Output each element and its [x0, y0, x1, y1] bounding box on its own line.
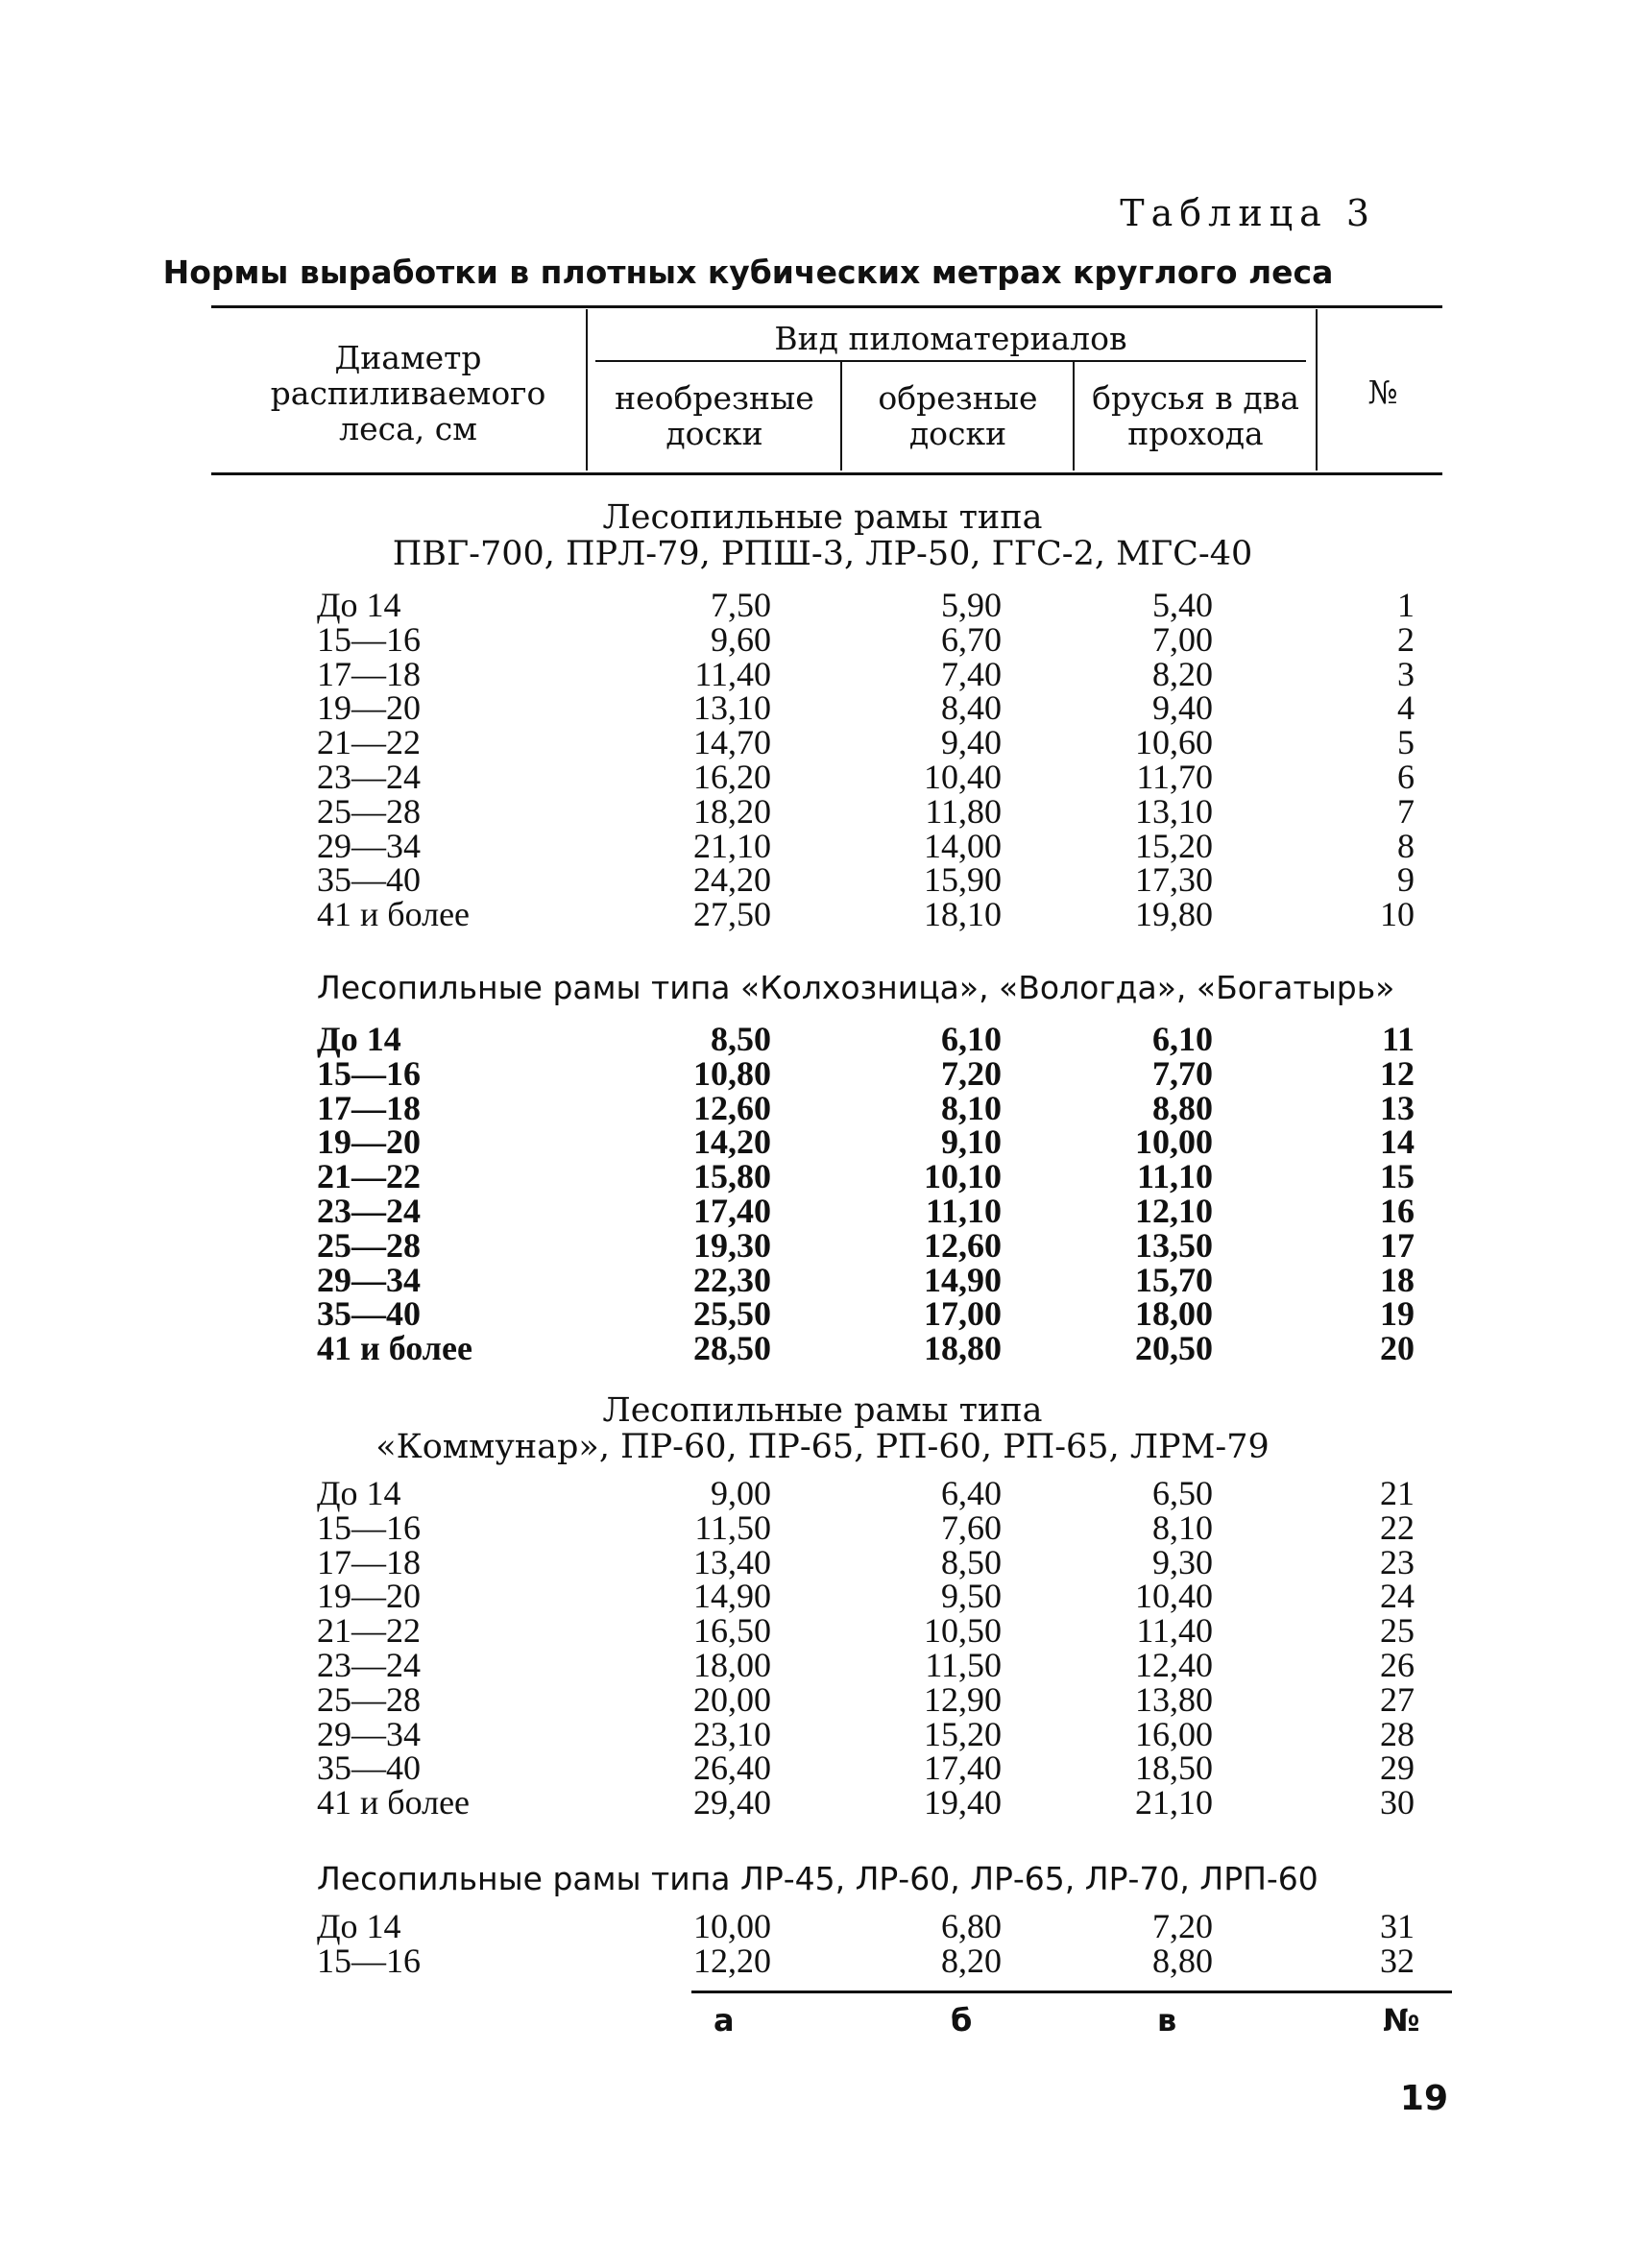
cell-value-a: 23,10	[693, 1714, 771, 1753]
cell-row-number: 29	[1380, 1749, 1415, 1788]
header-col-number: №	[1367, 374, 1398, 411]
cell-value-c: 7,70	[1152, 1053, 1213, 1093]
cell-value-a: 17,40	[693, 1192, 771, 1230]
section-3-title-line1: Лесопильные рамы типа	[602, 1391, 1043, 1430]
cell-value-c: 13,10	[1135, 791, 1213, 831]
cell-row-number: 26	[1380, 1646, 1415, 1684]
cell-diameter: 21—22	[317, 723, 421, 762]
footer-rule	[691, 1991, 1452, 1993]
cell-diameter: 23—24	[317, 1646, 421, 1684]
cell-diameter: 17—18	[317, 654, 421, 693]
section-1-title-line2: ПВГ-700, ПРЛ-79, РПШ-3, ЛР-50, ГГС-2, МГС-40	[392, 535, 1253, 573]
cell-diameter: 25—28	[317, 791, 421, 831]
cell-value-a: 14,90	[693, 1577, 771, 1616]
cell-diameter: 19—20	[317, 1122, 421, 1162]
cell-value-b: 9,50	[941, 1577, 1002, 1616]
cell-value-b: 10,50	[924, 1611, 1002, 1651]
cell-value-c: 12,10	[1135, 1192, 1213, 1230]
header-group-rule	[595, 360, 1306, 362]
table-row	[0, 1510, 1645, 1545]
cell-value-b: 19,40	[924, 1783, 1002, 1822]
cell-value-a: 16,50	[693, 1611, 771, 1651]
cell-value-b: 8,10	[941, 1088, 1002, 1127]
header-group: Вид пиломатериалов	[774, 320, 1127, 357]
cell-value-a: 13,10	[693, 688, 771, 728]
header-divider-2	[840, 362, 842, 470]
cell-value-a: 12,60	[693, 1088, 771, 1127]
cell-row-number: 31	[1380, 1907, 1415, 1945]
cell-value-c: 9,40	[1152, 688, 1213, 728]
cell-row-number: 17	[1380, 1225, 1415, 1265]
cell-value-c: 21,10	[1135, 1783, 1213, 1822]
table-row	[0, 1159, 1645, 1194]
table-row	[0, 654, 1645, 693]
cell-value-c: 18,00	[1135, 1294, 1213, 1334]
section-1-title-line1: Лесопильные рамы типа	[602, 498, 1043, 537]
header-diameter-line2: распиливаемого	[270, 374, 546, 412]
header-divider-3	[1073, 362, 1075, 470]
cell-row-number: 8	[1397, 826, 1415, 865]
footer-label-b: б	[951, 2002, 973, 2039]
cell-row-number: 25	[1380, 1611, 1415, 1651]
footer-label-c: в	[1157, 2002, 1177, 2039]
cell-row-number: 5	[1397, 723, 1415, 762]
cell-value-a: 14,20	[693, 1122, 771, 1162]
cell-value-c: 20,50	[1135, 1329, 1213, 1368]
table-row	[0, 1225, 1645, 1265]
cell-value-a: 9,60	[711, 619, 771, 659]
cell-value-c: 10,40	[1135, 1577, 1213, 1616]
table-row	[0, 791, 1645, 831]
cell-diameter: 29—34	[317, 1714, 421, 1753]
cell-row-number: 21	[1380, 1474, 1415, 1512]
table-row	[0, 1679, 1645, 1719]
header-col-b	[845, 380, 1071, 451]
cell-row-number: 19	[1380, 1294, 1415, 1334]
cell-value-c: 6,10	[1152, 1020, 1213, 1058]
cell-value-b: 6,10	[941, 1020, 1002, 1058]
cell-row-number: 12	[1380, 1053, 1415, 1093]
cell-diameter: 15—16	[317, 1053, 421, 1093]
cell-diameter: 41 и более	[317, 895, 471, 934]
cell-value-b: 11,10	[925, 1192, 1002, 1230]
cell-value-c: 7,00	[1152, 619, 1213, 659]
cell-value-b: 17,40	[924, 1749, 1002, 1788]
header-col-a	[591, 380, 838, 451]
cell-value-c: 8,10	[1152, 1508, 1213, 1547]
header-bottom-rule	[211, 472, 1442, 475]
table-row	[0, 1577, 1645, 1616]
cell-row-number: 32	[1380, 1941, 1415, 1980]
cell-diameter: До 14	[317, 1020, 401, 1058]
cell-value-a: 18,20	[693, 791, 771, 831]
cell-diameter: 23—24	[317, 1192, 421, 1230]
cell-value-c: 18,50	[1135, 1749, 1213, 1788]
cell-row-number: 15	[1380, 1157, 1415, 1196]
cell-value-b: 10,40	[924, 758, 1002, 796]
cell-value-a: 12,20	[693, 1941, 771, 1980]
cell-value-a: 11,40	[694, 654, 771, 693]
table-row	[0, 1542, 1645, 1581]
cell-value-a: 21,10	[693, 826, 771, 865]
cell-row-number: 6	[1397, 758, 1415, 796]
header-diameter-line3: леса, см	[339, 410, 477, 447]
table-row	[0, 760, 1645, 794]
cell-row-number: 18	[1380, 1260, 1415, 1299]
header-col-b-line1: обрезные	[878, 379, 1038, 417]
table-row	[0, 860, 1645, 900]
cell-value-b: 14,90	[924, 1260, 1002, 1299]
page-number: 19	[1399, 2079, 1448, 2118]
table-row	[0, 1943, 1645, 1978]
cell-value-b: 18,80	[924, 1329, 1002, 1368]
table-row	[0, 1785, 1645, 1820]
header-divider-1	[586, 309, 588, 470]
cell-diameter: 15—16	[317, 619, 421, 659]
footer-label-a: а	[714, 2002, 735, 2039]
table-title	[0, 253, 1645, 291]
cell-row-number: 13	[1380, 1088, 1415, 1127]
table-row	[0, 1749, 1645, 1788]
table-row	[0, 1260, 1645, 1299]
cell-row-number: 11	[1381, 1020, 1415, 1058]
table-label: Таблица 3	[1120, 192, 1376, 234]
table-row	[0, 1909, 1645, 1943]
cell-value-c: 10,60	[1135, 723, 1213, 762]
cell-value-a: 13,40	[693, 1542, 771, 1581]
cell-diameter: 21—22	[317, 1157, 421, 1196]
header-col-c-line2: прохода	[1127, 415, 1264, 452]
cell-value-a: 9,00	[711, 1474, 771, 1512]
table-row	[0, 1714, 1645, 1753]
cell-row-number: 2	[1397, 619, 1415, 659]
table-row	[0, 1476, 1645, 1510]
table-row	[0, 1648, 1645, 1682]
cell-diameter: 25—28	[317, 1225, 421, 1265]
cell-value-c: 13,50	[1135, 1225, 1213, 1265]
cell-value-c: 12,40	[1135, 1646, 1213, 1684]
cell-value-b: 7,20	[941, 1053, 1002, 1093]
cell-row-number: 20	[1380, 1329, 1415, 1368]
cell-row-number: 3	[1397, 654, 1415, 693]
cell-diameter: До 14	[317, 1474, 401, 1512]
cell-value-c: 11,40	[1136, 1611, 1213, 1651]
cell-value-a: 10,00	[693, 1907, 771, 1945]
cell-value-c: 11,10	[1136, 1157, 1213, 1196]
header-top-rule	[211, 305, 1442, 308]
header-col-c-line1: брусья в два	[1092, 379, 1299, 417]
cell-value-c: 15,70	[1135, 1260, 1213, 1299]
cell-value-b: 10,10	[924, 1157, 1002, 1196]
header-diameter	[240, 340, 576, 446]
cell-diameter: 15—16	[317, 1941, 421, 1980]
cell-value-b: 7,40	[941, 654, 1002, 693]
cell-value-a: 16,20	[693, 758, 771, 796]
cell-value-b: 6,70	[941, 619, 1002, 659]
table-row	[0, 1611, 1645, 1651]
cell-row-number: 7	[1397, 791, 1415, 831]
cell-value-a: 11,50	[694, 1508, 771, 1547]
cell-value-a: 24,20	[693, 860, 771, 900]
cell-diameter: 17—18	[317, 1542, 421, 1581]
cell-value-a: 22,30	[693, 1260, 771, 1299]
cell-value-c: 13,80	[1135, 1679, 1213, 1719]
cell-value-a: 29,40	[693, 1783, 771, 1822]
footer-labels	[0, 2002, 1645, 2040]
table-row	[0, 1194, 1645, 1228]
cell-value-b: 9,10	[941, 1122, 1002, 1162]
cell-value-a: 10,80	[693, 1053, 771, 1093]
cell-diameter: 29—34	[317, 1260, 421, 1299]
cell-value-b: 5,90	[941, 586, 1002, 624]
cell-diameter: 29—34	[317, 826, 421, 865]
cell-diameter: 17—18	[317, 1088, 421, 1127]
cell-row-number: 4	[1397, 688, 1415, 728]
cell-value-b: 15,20	[924, 1714, 1002, 1753]
footer-label-number: №	[1383, 2002, 1420, 2039]
table-row	[0, 588, 1645, 622]
cell-diameter: 25—28	[317, 1679, 421, 1719]
cell-value-c: 15,20	[1135, 826, 1213, 865]
cell-diameter: 19—20	[317, 688, 421, 728]
cell-value-b: 6,80	[941, 1907, 1002, 1945]
header-col-b-line2: доски	[908, 415, 1007, 452]
cell-diameter: 21—22	[317, 1611, 421, 1651]
cell-diameter: 41 и более	[317, 1329, 472, 1368]
cell-row-number: 28	[1380, 1714, 1415, 1753]
header-col-a-line2: доски	[665, 415, 763, 452]
cell-value-c: 5,40	[1152, 586, 1213, 624]
cell-value-a: 20,00	[693, 1679, 771, 1719]
cell-value-a: 27,50	[693, 895, 771, 934]
cell-row-number: 1	[1397, 586, 1415, 624]
cell-value-b: 8,40	[941, 688, 1002, 728]
cell-value-b: 12,90	[924, 1679, 1002, 1719]
header-col-a-line1: необрезные	[615, 379, 814, 417]
cell-diameter: 23—24	[317, 758, 421, 796]
cell-value-a: 26,40	[693, 1749, 771, 1788]
cell-value-b: 18,10	[924, 895, 1002, 934]
cell-diameter: 35—40	[317, 1749, 421, 1788]
cell-value-c: 8,80	[1152, 1088, 1213, 1127]
cell-value-c: 11,70	[1136, 758, 1213, 796]
cell-row-number: 22	[1380, 1508, 1415, 1547]
cell-value-a: 14,70	[693, 723, 771, 762]
table-row	[0, 895, 1645, 934]
table-row	[0, 688, 1645, 728]
table-title-text: Нормы выработки в плотных кубических метрах круглого леса	[162, 253, 1334, 291]
header-diameter-line1: Диаметр	[334, 339, 482, 376]
table-row	[0, 725, 1645, 760]
cell-value-b: 11,50	[925, 1646, 1002, 1684]
cell-value-b: 14,00	[924, 826, 1002, 865]
cell-value-a: 28,50	[693, 1329, 771, 1368]
cell-value-c: 9,30	[1152, 1542, 1213, 1581]
cell-value-b: 7,60	[941, 1508, 1002, 1547]
table-row	[0, 1022, 1645, 1056]
cell-diameter: До 14	[317, 586, 401, 624]
table-row	[0, 1053, 1645, 1093]
cell-value-b: 8,50	[941, 1542, 1002, 1581]
cell-value-b: 17,00	[924, 1294, 1002, 1334]
cell-row-number: 24	[1380, 1577, 1415, 1616]
cell-value-b: 9,40	[941, 723, 1002, 762]
cell-value-b: 15,90	[924, 860, 1002, 900]
header-divider-4	[1316, 309, 1318, 470]
cell-value-b: 12,60	[924, 1225, 1002, 1265]
cell-row-number: 30	[1380, 1783, 1415, 1822]
cell-row-number: 9	[1397, 860, 1415, 900]
cell-value-c: 8,80	[1152, 1941, 1213, 1980]
cell-row-number: 10	[1380, 895, 1415, 934]
table-row	[0, 1122, 1645, 1162]
section-3-title-line2: «Коммунар», ПР-60, ПР-65, РП-60, РП-65, ЛРМ-79	[375, 1428, 1270, 1466]
table-row	[0, 619, 1645, 659]
cell-diameter: 19—20	[317, 1577, 421, 1616]
cell-diameter: 15—16	[317, 1508, 421, 1547]
cell-value-c: 8,20	[1152, 654, 1213, 693]
cell-value-b: 8,20	[941, 1941, 1002, 1980]
cell-value-c: 17,30	[1135, 860, 1213, 900]
cell-diameter: 35—40	[317, 1294, 421, 1334]
cell-diameter: 41 и более	[317, 1783, 471, 1822]
section-2-title: Лесопильные рамы типа «Колхозница», «Вологда», «Богатырь»	[317, 969, 1395, 1006]
table-row	[0, 826, 1645, 865]
cell-value-b: 6,40	[941, 1474, 1002, 1512]
section-4-title: Лесопильные рамы типа ЛР-45, ЛР-60, ЛР-65, ЛР-70, ЛРП-60	[317, 1860, 1318, 1897]
cell-value-c: 16,00	[1135, 1714, 1213, 1753]
table-row	[0, 1294, 1645, 1334]
header-col-c	[1077, 380, 1314, 451]
cell-value-b: 11,80	[925, 791, 1002, 831]
cell-row-number: 14	[1380, 1122, 1415, 1162]
cell-value-c: 10,00	[1135, 1122, 1213, 1162]
cell-value-a: 8,50	[711, 1020, 771, 1058]
cell-row-number: 16	[1380, 1192, 1415, 1230]
cell-value-a: 7,50	[711, 586, 771, 624]
cell-value-c: 6,50	[1152, 1474, 1213, 1512]
cell-value-c: 19,80	[1135, 895, 1213, 934]
cell-diameter: До 14	[317, 1907, 401, 1945]
cell-value-a: 25,50	[693, 1294, 771, 1334]
cell-value-c: 7,20	[1152, 1907, 1213, 1945]
table-row	[0, 1088, 1645, 1127]
cell-value-a: 15,80	[693, 1157, 771, 1196]
cell-row-number: 27	[1380, 1679, 1415, 1719]
cell-diameter: 35—40	[317, 860, 421, 900]
cell-value-a: 19,30	[693, 1225, 771, 1265]
table-row	[0, 1329, 1645, 1368]
cell-row-number: 23	[1380, 1542, 1415, 1581]
cell-value-a: 18,00	[693, 1646, 771, 1684]
